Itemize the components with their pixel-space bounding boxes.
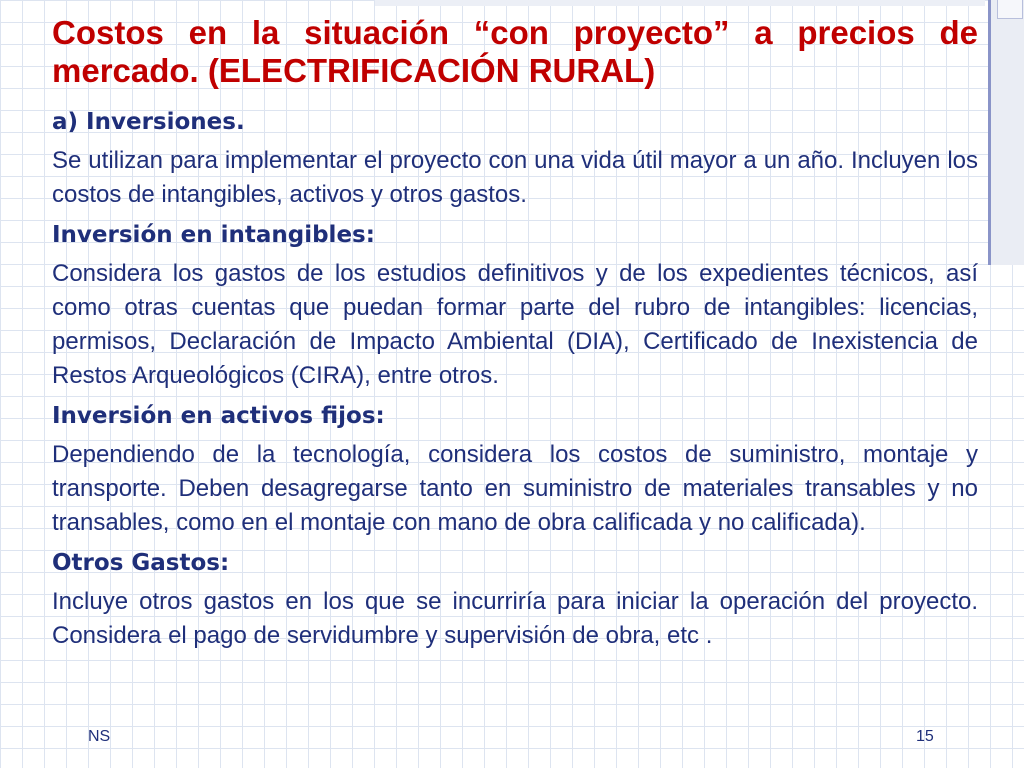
decorative-top-bar [375,0,985,6]
footer-author: NS [88,728,111,745]
slide-content [52,14,978,653]
section-heading-inversiones: a) Inversiones. [52,109,245,135]
footer-page-number: 15 [916,728,934,745]
intro-paragraph: Se utilizan para implementar el proyecto con una vida útil mayor a un año. Incluyen los costos de intangibles, activos y otros gastos. [52,147,978,208]
paragraph-inversion-activos-fijos: Dependiendo de la tecnología, considera los costos de suministro, montaje y transporte. Deben desagregarse tanto en suministro de materiales transables y no transables, como en el montaje con mano de obra calificada y no calificada). [52,441,978,536]
heading-otros-gastos: Otros Gastos: [52,550,230,576]
decorative-right-panel [988,0,1024,265]
paragraph-inversion-intangibles: Considera los gastos de los estudios definitivos y de los expedientes técnicos, así como otras cuentas que puedan formar parte del rubro de intangibles: licencias, permisos, Declaración de Impacto Ambiental (DIA), Certificado de Inexistencia de Restos Arqueológicos (CIRA), entre otros. [52,260,978,389]
heading-inversion-intangibles: Inversión en intangibles: [52,222,375,248]
paragraph-otros-gastos: Incluye otros gastos en los que se incurriría para iniciar la operación del proyecto. Considera el pago de servidumbre y supervisión de obra, etc . [52,588,978,649]
slide-title: Costos en la situación “con proyecto” a precios de mercado. (ELECTRIFICACIÓN RURAL) [52,14,978,89]
heading-inversion-activos-fijos: Inversión en activos fijos: [52,403,385,429]
